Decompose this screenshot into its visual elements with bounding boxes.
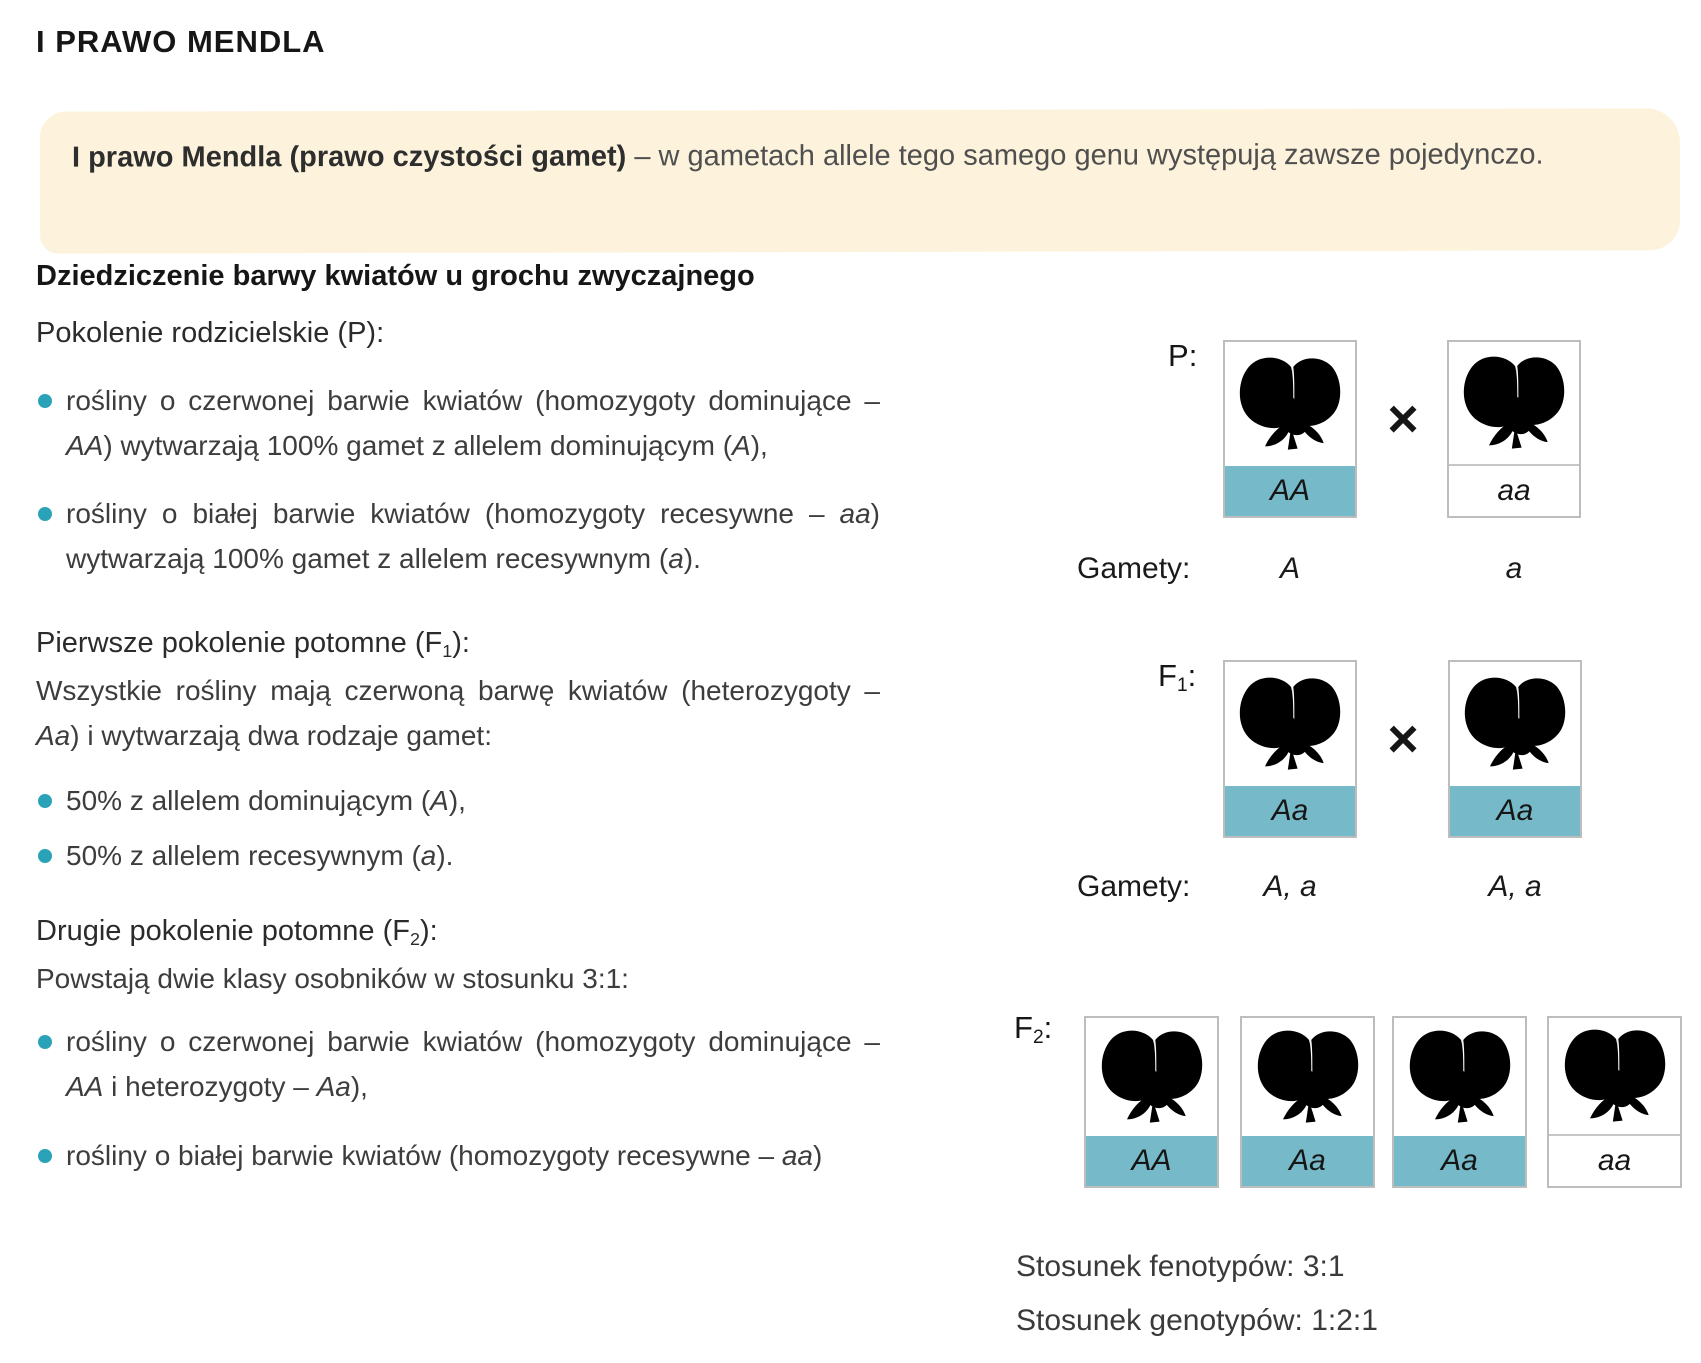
flower-card-f2-2 xyxy=(1240,1016,1375,1188)
bullet-dot-icon xyxy=(38,507,52,521)
genotype-band: AA xyxy=(1086,1136,1217,1186)
genotype-band: Aa xyxy=(1450,786,1580,836)
pea-flower-icon xyxy=(1559,1026,1671,1126)
parental-bullet-2-text: rośliny o białej barwie kwiatów (homozygoty recesywne – aa) wytwarzają 100% gamet z allelem recesywnym (a). xyxy=(66,498,880,575)
page-title: I PRAWO MENDLA xyxy=(36,24,326,59)
f1-heading-sub: 1 xyxy=(442,641,453,662)
parental-heading: Pokolenie rodzicielskie (P): xyxy=(36,316,385,349)
phenotype-ratio: Stosunek fenotypów: 3:1 xyxy=(1016,1250,1345,1283)
f2-heading-close: ): xyxy=(419,915,438,948)
genotype-ratio: Stosunek genotypów: 1:2:1 xyxy=(1016,1304,1378,1337)
f1-bullet-2-text: 50% z allelem recesywnym (a). xyxy=(66,839,454,871)
f1-generation-label: $F_1$: xyxy=(1158,658,1197,697)
f2-generation-label: $F_2$: xyxy=(1014,1010,1053,1049)
f1-gametes-left: A, a xyxy=(1263,870,1317,903)
f1-intro: Wszystkie rośliny mają czerwoną barwę kwiatów (heterozygoty – Aa) i wytwarzają dwa rodzaje gamet: xyxy=(36,675,880,751)
genotype-band: Aa xyxy=(1225,786,1355,836)
flower-image-area xyxy=(1450,662,1580,786)
f2-intro: Powstają dwie klasy osobników w stosunku 3:1: xyxy=(36,963,629,995)
flower-card-f2-4 xyxy=(1547,1016,1682,1188)
flower-card-f1-left xyxy=(1223,660,1357,838)
flower-image-area xyxy=(1394,1018,1525,1136)
flower-card-f1-right xyxy=(1448,660,1582,838)
genotype-band: AA xyxy=(1225,466,1355,516)
f1-heading-text: Pierwsze pokolenie potomne (F xyxy=(36,627,443,660)
f1-heading xyxy=(36,624,880,663)
f2-bullet-2-text: rośliny o białej barwie kwiatów (homozygoty recesywne – aa) xyxy=(66,1139,823,1171)
genotype-band: aa xyxy=(1449,464,1579,516)
cross-multiplication-symbol: × xyxy=(1387,709,1419,769)
flower-card-p-left xyxy=(1223,340,1357,518)
bullet-dot-icon xyxy=(38,794,52,808)
pea-flower-icon xyxy=(1459,674,1571,774)
pea-flower-icon xyxy=(1404,1027,1516,1127)
flower-card-f2-3 xyxy=(1392,1016,1527,1188)
gamety-label-p: Gamety: xyxy=(1077,552,1191,585)
flower-image-area xyxy=(1225,662,1355,786)
pea-flower-icon xyxy=(1234,354,1346,454)
definition-highlight-box xyxy=(40,108,1680,253)
pea-flower-icon xyxy=(1096,1027,1208,1127)
p-gametes-right: a xyxy=(1505,552,1523,585)
section-heading: Dziedziczenie barwy kwiatów u grochu zwyczajnego xyxy=(36,260,755,292)
bullet-dot-icon xyxy=(38,394,52,408)
definition-term: I prawo Mendla (prawo czystości gamet) xyxy=(71,140,627,174)
definition-text: – w gametach allele tego samego genu występują zawsze pojedynczo. xyxy=(634,138,1544,173)
gamety-label-f1: Gamety: xyxy=(1077,870,1191,903)
f1-gametes-right: A, a xyxy=(1488,870,1542,903)
flower-card-p-right xyxy=(1447,340,1581,518)
bullet-dot-icon xyxy=(38,1035,52,1049)
p-gametes-left: A xyxy=(1279,552,1300,585)
f1-bullet-1 xyxy=(36,779,880,824)
f2-heading xyxy=(36,912,880,951)
f2-heading-sub: 2 xyxy=(409,929,420,950)
flower-image-area xyxy=(1225,342,1355,466)
flower-image-area xyxy=(1449,342,1579,464)
bullet-dot-icon xyxy=(38,1149,52,1163)
f2-bullet-1 xyxy=(36,1020,880,1110)
f2-bullet-1-text: rośliny o czerwonej barwie kwiatów (homozygoty dominujące – AA i heterozygoty – Aa), xyxy=(66,1026,880,1103)
pea-flower-icon xyxy=(1234,674,1346,774)
parental-bullet-2 xyxy=(36,492,880,582)
pea-flower-icon xyxy=(1458,353,1570,453)
pea-flower-icon xyxy=(1252,1027,1364,1127)
f1-bullet-1-text: 50% z allelem dominującym (A), xyxy=(66,784,466,816)
text-column xyxy=(36,258,880,1203)
genotype-band: aa xyxy=(1549,1134,1680,1186)
parental-bullet-1 xyxy=(36,379,880,469)
flower-card-f2-1 xyxy=(1084,1016,1219,1188)
flower-image-area xyxy=(1549,1018,1680,1134)
bullet-dot-icon xyxy=(38,849,52,863)
flower-image-area xyxy=(1086,1018,1217,1136)
f1-heading-close: ): xyxy=(452,627,470,660)
f2-bullet-2 xyxy=(36,1134,880,1179)
parental-bullet-1-text: rośliny o czerwonej barwie kwiatów (homozygoty dominujące – AA) wytwarzają 100% gamet z allelem dominującym (A), xyxy=(66,384,880,461)
f2-heading-text: Drugie pokolenie potomne (F xyxy=(36,915,410,948)
genotype-band: Aa xyxy=(1394,1136,1525,1186)
cross-multiplication-symbol: × xyxy=(1387,389,1419,449)
flower-image-area xyxy=(1242,1018,1373,1136)
genotype-band: Aa xyxy=(1242,1136,1373,1186)
p-generation-label: P: xyxy=(1168,338,1198,373)
f1-bullet-2 xyxy=(36,834,880,879)
